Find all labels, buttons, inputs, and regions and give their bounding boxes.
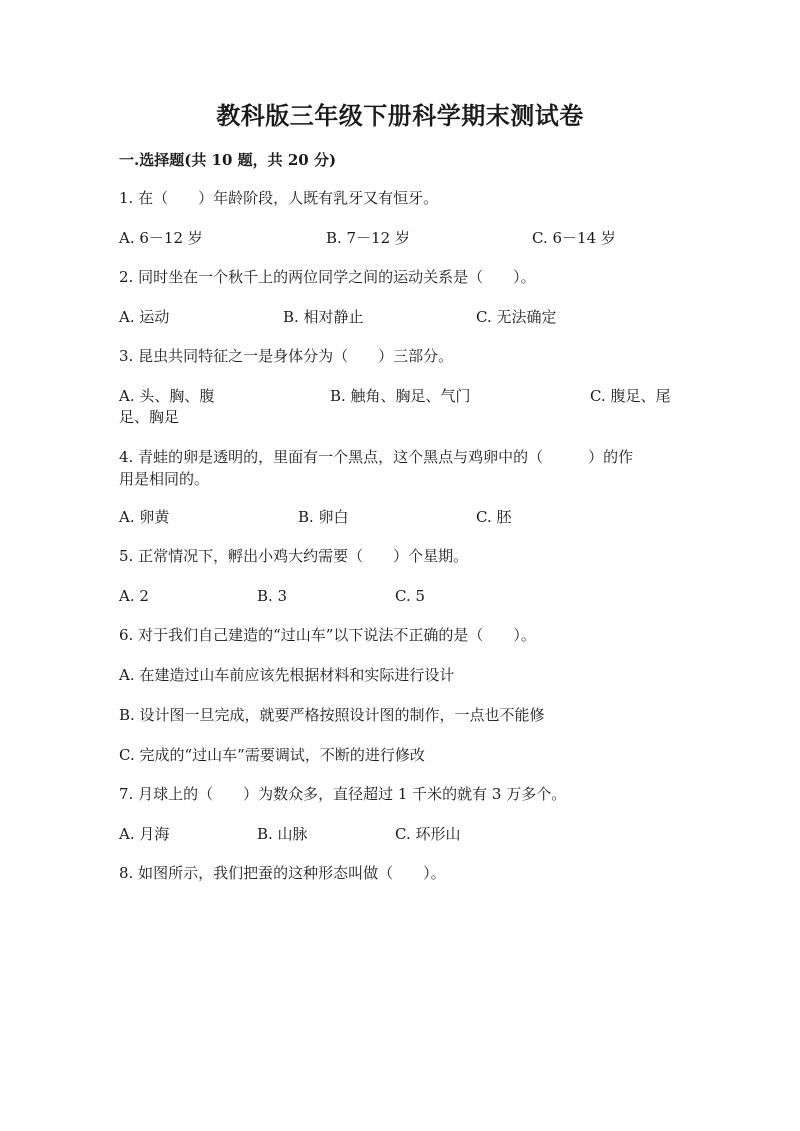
question-3-option-a: A. 头、胸、腹: [119, 387, 215, 405]
question-5-option-b: B. 3: [257, 587, 288, 605]
question-2-option-b: B. 相对静止: [283, 308, 364, 326]
question-5-stem: 5. 正常情况下，孵出小鸡大约需要（ ）个星期。: [119, 547, 469, 565]
question-1-stem: 1. 在（ ）年龄阶段，人既有乳牙又有恒牙。: [119, 189, 439, 207]
question-3-option-b: B. 触角、胸足、气门: [330, 387, 471, 405]
question-2-stem: 2. 同时坐在一个秋千上的两位同学之间的运动关系是（ ）。: [119, 268, 536, 286]
question-7-option-b: B. 山脉: [257, 825, 308, 843]
question-6-option-c: C. 完成的“过山车”需要调试，不断的进行修改: [119, 746, 425, 764]
question-7-stem: 7. 月球上的（ ）为数众多，直径超过 1 千米的就有 3 万多个。: [119, 785, 567, 803]
question-4-option-b: B. 卵白: [298, 508, 349, 526]
question-4-stem-line-1: 4. 青蛙的卵是透明的，里面有一个黑点，这个黑点与鸡卵中的（ ）的作: [119, 448, 634, 466]
question-2-option-a: A. 运动: [119, 308, 170, 326]
question-1-option-b: B. 7－12 岁: [326, 229, 410, 247]
question-2-option-c: C. 无法确定: [476, 308, 557, 326]
question-5-option-c: C. 5: [395, 587, 426, 605]
question-6-option-a: A. 在建造过山车前应该先根据材料和实际进行设计: [119, 666, 455, 684]
question-6-stem: 6. 对于我们自己建造的“过山车”以下说法不正确的是（ ）。: [119, 626, 536, 644]
question-4-option-a: A. 卵黄: [119, 508, 170, 526]
question-7-option-a: A. 月海: [119, 825, 170, 843]
question-1-option-a: A. 6－12 岁: [119, 229, 203, 247]
question-3-option-c: C. 腹足、尾: [590, 387, 671, 405]
question-6-option-b: B. 设计图一旦完成，就要严格按照设计图的制作，一点也不能修: [119, 706, 545, 724]
question-7-option-c: C. 环形山: [395, 825, 461, 843]
page-title: 教科版三年级下册科学期末测试卷: [216, 101, 584, 130]
question-3-option-c-continued: 足、胸足: [119, 408, 180, 426]
question-3-stem: 3. 昆虫共同特征之一是身体分为（ ）三部分。: [119, 347, 454, 365]
question-8-stem: 8. 如图所示，我们把蚕的这种形态叫做（ ）。: [119, 864, 446, 882]
question-4-option-c: C. 胚: [476, 508, 512, 526]
section-heading: 一.选择题(共 10 题，共 20 分): [119, 151, 337, 169]
question-5-option-a: A. 2: [119, 587, 149, 605]
question-4-stem-line-2: 用是相同的。: [119, 470, 210, 488]
question-1-option-c: C. 6－14 岁: [532, 229, 616, 247]
